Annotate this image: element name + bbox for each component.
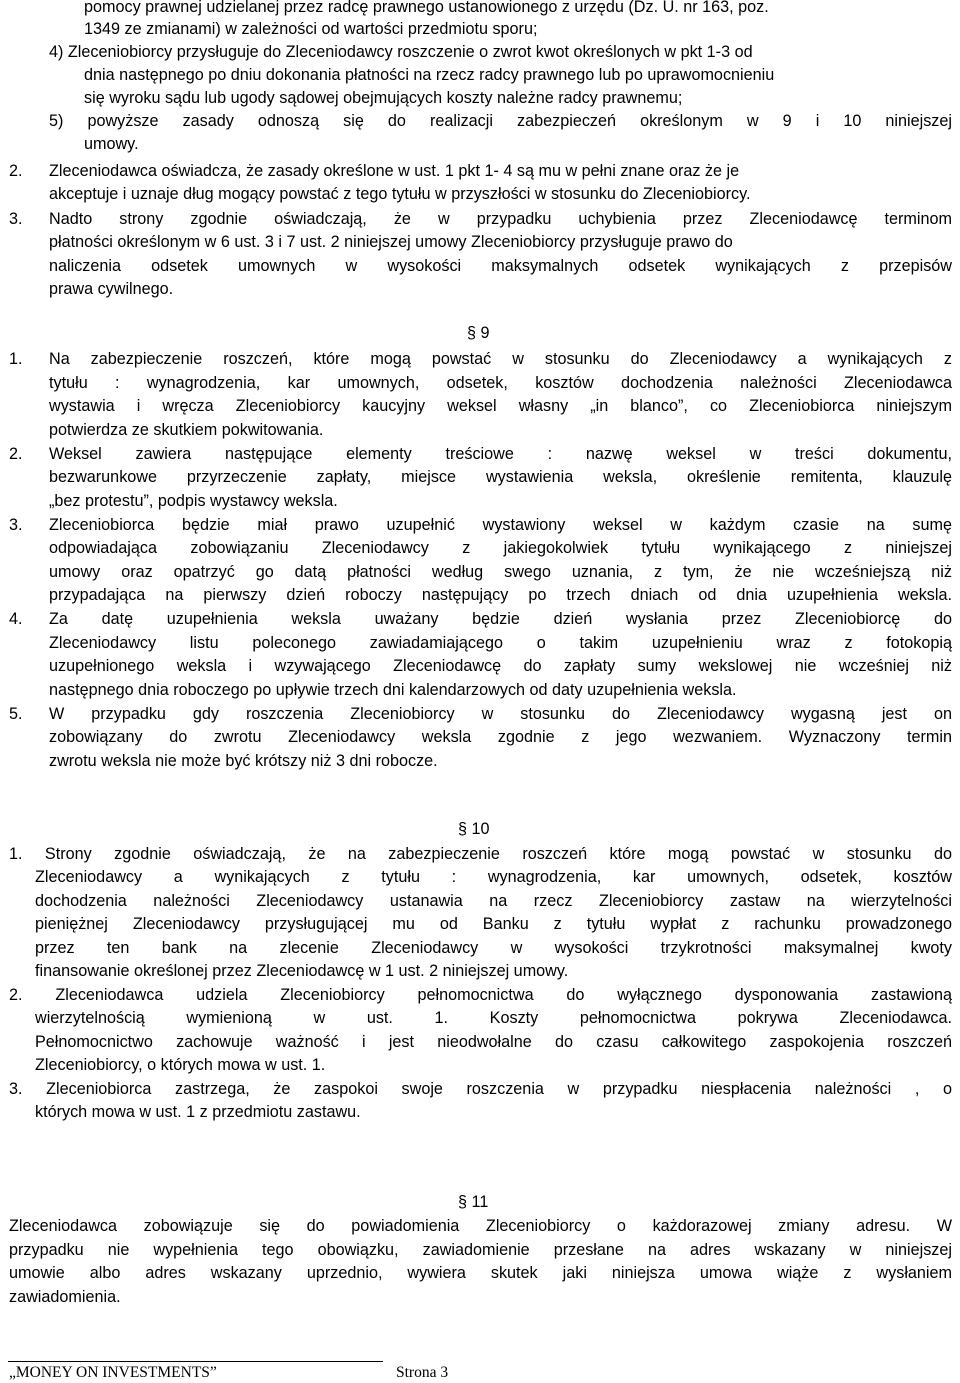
text-line: wystawia i wręcza Zleceniobiorcy kaucyjny weksel własny „in blanco”, co Zleceniobiorca niniejszym [49, 397, 952, 415]
section-heading-9: § 9 [467, 324, 490, 342]
text-line: przypadająca na pierwszy dzień roboczy następujący po trzech dniach od dnia uzupełnienia weksla. [49, 586, 952, 604]
text-line: 4) Zleceniobiorcy przysługuje do Zleceniodawcy roszczenie o zwrot kwot określonych w pkt 1-3 od [49, 43, 753, 61]
text-line: Pełnomocnictwo zachowuje ważność i jest nieodwołalne do czasu całkowitego zaspokojenia roszczeń [35, 1033, 952, 1051]
text-line: Na zabezpieczenie roszczeń, które mogą powstać w stosunku do Zleceniodawcy a wynikających z [49, 350, 952, 368]
text-line: bezwarunkowe przyrzeczenie zapłaty, miejsce wystawienia weksla, określenie remitenta, klauzulę [49, 468, 952, 486]
text-line: potwierdza ze skutkiem pokwitowania. [49, 421, 324, 439]
footer-page-number: Strona 3 [396, 1364, 449, 1381]
text-line: się wyroku sądu lub ugody sądowej obejmujących koszty należne radcy prawnemu; [84, 89, 683, 107]
section-heading-10: § 10 [458, 820, 490, 838]
text-line: przez ten bank na zlecenie Zleceniodawcy w wysokości trzykrotności maksymalnej kwoty [35, 939, 952, 957]
text-line: płatności określonym w 6 ust. 3 i 7 ust. 2 niniejszej umowy Zleceniobiorcy przysługuje prawo do [49, 233, 733, 251]
section-sign-icon: § [467, 324, 481, 342]
text-line: odpowiadająca zobowiązaniu Zleceniodawcy z jakiegokolwiek tytułu wynikającego z niniejszej [49, 539, 952, 557]
text-line: tytułu : wynagrodzenia, kar umownych, odsetek, kosztów dochodzenia należności Zleceniodawca [49, 374, 952, 392]
text-line: pieniężnej Zleceniodawcy przysługującej mu od Banku z tytułu wypłat z rachunku prowadzonego [35, 915, 952, 933]
text-line: zwrotu weksla nie może być krótszy niż 3 dni robocze. [49, 752, 438, 770]
text-line: 3. Zleceniobiorca zastrzega, że zaspokoi swoje roszczenia w przypadku niespłacenia należności , o [9, 1080, 952, 1098]
footer-rule [8, 1361, 383, 1362]
text-line: zobowiązany do zwrotu Zleceniodawcy weksla zgodnie z jego wezwaniem. Wyznaczony termin [49, 728, 952, 746]
text-line: których mowa w ust. 1 z przedmiotu zastawu. [35, 1103, 361, 1121]
paragraph-number: 1. [9, 350, 23, 368]
text-line: Zleceniobiorca będzie miał prawo uzupełnić wystawiony weksel w każdym czasie na sumę [49, 516, 952, 534]
text-line: 5) powyższe zasady odnoszą się do realizacji zabezpieczeń określonym w 9 i 10 niniejszej [49, 112, 952, 130]
text-line: następnego dnia roboczego po upływie trzech dni kalendarzowych od daty uzupełnienia weksla. [49, 681, 737, 699]
paragraph-number: 4. [9, 610, 23, 628]
text-line: naliczenia odsetek umownych w wysokości maksymalnych odsetek wynikających z przepisów [49, 257, 952, 275]
paragraph-number: 2. [9, 445, 23, 463]
text-line: wierzytelnością wymienioną w ust. 1. Koszty pełnomocnictwa pokrywa Zleceniodawca. [35, 1009, 952, 1027]
section-heading-11: § 11 [458, 1193, 489, 1211]
text-line: zawiadomienia. [9, 1288, 121, 1306]
text-line: Zleceniodawcy a wynikających z tytułu : wynagrodzenia, kar umownych, odsetek, kosztów [35, 868, 952, 886]
text-line: dnia następnego po dniu dokonania płatności na rzecz radcy prawnego lub po uprawomocnieniu [84, 66, 775, 84]
section-sign-icon: § [458, 820, 472, 838]
text-line: 2. Zleceniodawca udziela Zleceniobiorcy pełnomocnictwa do wyłącznego dysponowania zastawioną [9, 986, 952, 1004]
text-line: umowie albo adres wskazany uprzednio, wywiera skutek jaki niniejsza umowa wiąże z wysłaniem [9, 1264, 952, 1282]
text-line: „bez protestu”, podpis wystawcy weksla. [49, 492, 338, 510]
text-line: dochodzenia należności Zleceniodawcy ustanawia na rzecz Zleceniobiorcy zastaw na wierzytelności [35, 892, 952, 910]
text-line: Za datę uzupełnienia weksla uważany będzie dzień wysłania przez Zleceniobiorcę do [49, 610, 952, 628]
text-line: akceptuje i uznaje dług mogący powstać z tego tytułu w przyszłości w stosunku do Zleceniobiorcy. [49, 185, 751, 203]
text-line: przypadku nie wypełnienia tego obowiązku, zawiadomienie przesłane na adres wskazany w niniejszej [9, 1241, 952, 1259]
text-line: uzupełnionego weksla i wzywającego Zleceniodawcę do zapłaty sumy wekslowej nie wcześniej niż [49, 657, 952, 675]
text-line: prawa cywilnego. [49, 280, 174, 298]
text-line: 1. Strony zgodnie oświadczają, że na zabezpieczenie roszczeń które mogą powstać w stosunku do [9, 845, 952, 863]
text-line: Zleceniodawca oświadcza, że zasady określone w ust. 1 pkt 1- 4 są mu w pełni znane oraz że je [49, 162, 740, 180]
paragraph-number: 2. [9, 162, 23, 180]
text-line: umowy oraz opatrzyć go datą płatności według swego uznania, z tym, że nie wcześniejszą niż [49, 563, 952, 581]
text-line: W przypadku gdy roszczenia Zleceniobiorcy w stosunku do Zleceniodawcy wygasną jest on [49, 705, 952, 723]
text-line: Zleceniodawca zobowiązuje się do powiadomienia Zleceniobiorcy o każdorazowej zmiany adresu. W [9, 1217, 952, 1235]
text-line: umowy. [84, 135, 139, 153]
footer-title: „MONEY ON INVESTMENTS” [9, 1364, 217, 1381]
text-line: finansowanie określonej przez Zleceniodawcę w 1 ust. 2 niniejszej umowy. [35, 962, 569, 980]
paragraph-number: 3. [9, 516, 23, 534]
text-line: Weksel zawiera następujące elementy treściowe : nazwę weksel w treści dokumentu, [49, 445, 952, 463]
paragraph-number: 3. [9, 210, 23, 228]
text-line: Zleceniodawcy listu poleconego zawiadamiającego o takim uzupełnieniu wraz z fotokopią [49, 634, 952, 652]
text-line: Zleceniobiorcy, o których mowa w ust. 1. [35, 1056, 326, 1074]
paragraph-number: 5. [9, 705, 23, 723]
text-line: pomocy prawnej udzielanej przez radcę prawnego ustanowionego z urzędu (Dz. U. nr 163, poz. [84, 0, 769, 16]
text-line: Nadto strony zgodnie oświadczają, że w przypadku uchybienia przez Zleceniodawcę terminom [49, 210, 952, 228]
text-line: 1349 ze zmianami) w zależności od wartości przedmiotu sporu; [84, 20, 538, 38]
section-sign-icon: § [458, 1193, 472, 1211]
